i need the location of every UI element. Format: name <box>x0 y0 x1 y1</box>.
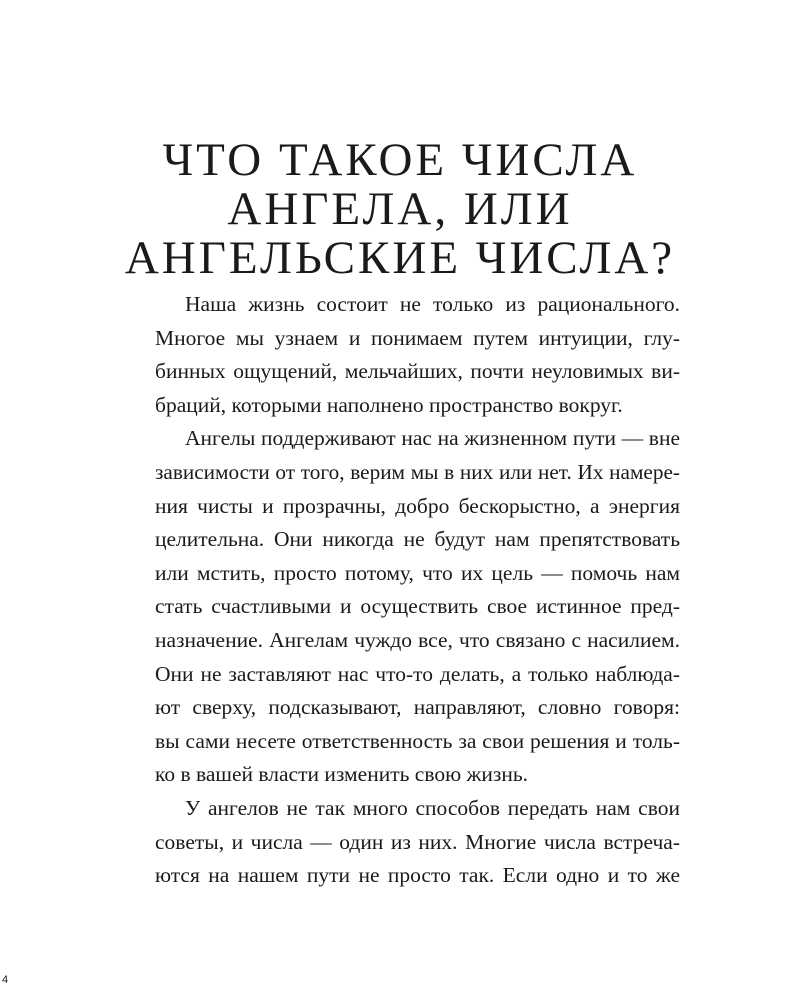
text-line: назначение. Ангелам чуждо все, что связано с насилием. <box>155 627 680 652</box>
text-line: ются на нашем пути не просто так. Если одно и то же <box>155 863 680 888</box>
text-line: Наша жизнь состоит не только из рационального. <box>185 292 680 316</box>
text-line: Ангелы поддерживают нас на жизненном пути — вне <box>185 426 680 451</box>
text-line: ко в вашей власти изменить свою жизнь. <box>155 762 529 787</box>
paragraph-2 <box>155 422 680 792</box>
text-line: ния чисты и прозрачны, добро бескорыстно, а энергия <box>155 493 680 518</box>
text-line: У ангелов не так много способов передать нам свои <box>185 795 680 820</box>
text-line: зависимости от того, верим мы в них или нет. Их намере- <box>155 459 680 484</box>
chapter-title-line: АНГЕЛЬСКИЕ ЧИСЛА? <box>124 232 676 284</box>
chapter-title-line: ЧТО ТАКОЕ ЧИСЛА <box>162 134 638 186</box>
page-number: 4 <box>2 974 9 986</box>
text-line: Многое мы узнаем и понимаем путем интуиции, глу- <box>155 325 680 350</box>
text-line: советы, и числа — один из них. Многие числа встреча- <box>155 829 680 854</box>
text-line: Они не заставляют нас что-то делать, а только наблюда- <box>155 661 680 686</box>
text-line: ют сверху, подсказывают, направляют, словно говоря: <box>155 695 680 720</box>
chapter-title-line: АНГЕЛА, ИЛИ <box>227 183 573 235</box>
text-line: стать счастливыми и осуществить свое истинное пред- <box>155 594 680 619</box>
text-line: браций, которыми наполнено пространство вокруг. <box>155 392 623 417</box>
text-line: целительна. Они никогда не будут нам препятствовать <box>155 527 680 552</box>
body-text <box>155 288 680 893</box>
chapter-title <box>120 136 680 283</box>
text-line: или мстить, просто потому, что их цель — помочь нам <box>155 560 680 585</box>
paragraph-1 <box>155 288 680 422</box>
text-line: вы сами несете ответственность за свои решения и толь- <box>155 728 680 753</box>
paragraph-3 <box>155 792 680 893</box>
text-line: бинных ощущений, мельчайших, почти неуловимых ви- <box>155 359 680 384</box>
